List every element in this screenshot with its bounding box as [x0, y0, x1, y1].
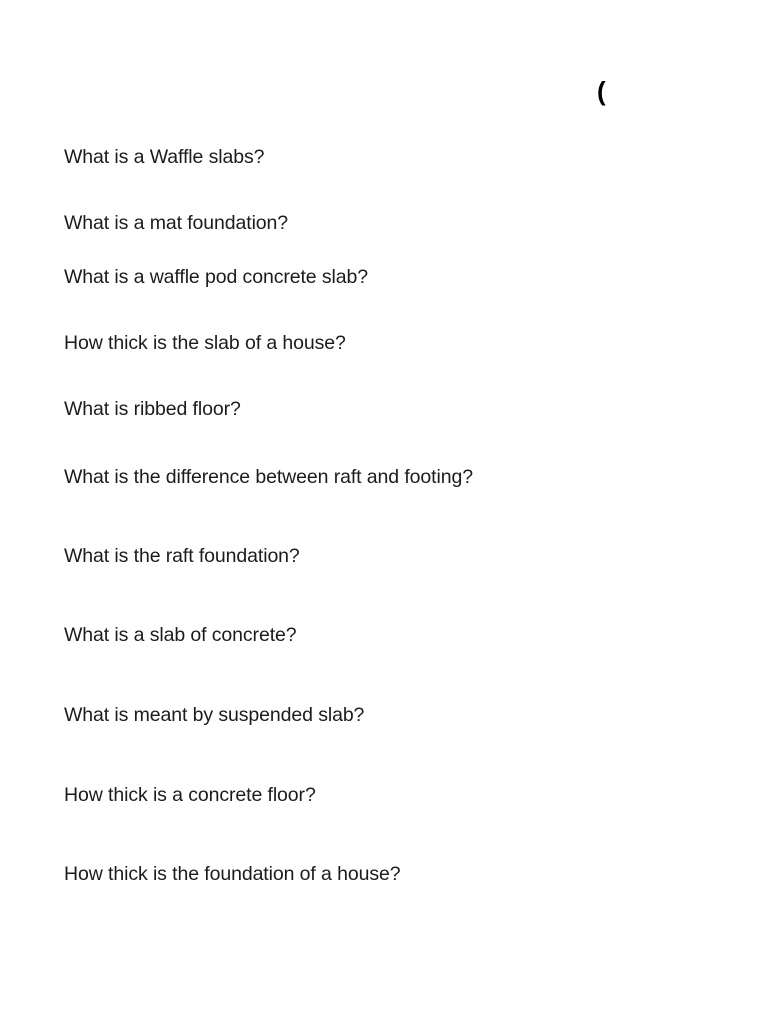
question-item: What is a Waffle slabs? — [64, 146, 265, 168]
question-item: What is a mat foundation? — [64, 212, 289, 234]
question-item: What is the difference between raft and footing? — [64, 466, 473, 488]
question-item: What is meant by suspended slab? — [64, 704, 365, 726]
question-item: What is ribbed floor? — [64, 398, 241, 420]
question-item: How thick is the foundation of a house? — [64, 863, 401, 885]
question-item: How thick is the slab of a house? — [64, 332, 346, 354]
question-item: What is a slab of concrete? — [64, 624, 297, 646]
question-item: What is the raft foundation? — [64, 545, 300, 567]
corner-mark: ( — [597, 76, 606, 106]
question-item: What is a waffle pod concrete slab? — [64, 266, 368, 288]
question-item: How thick is a concrete floor? — [64, 784, 316, 806]
